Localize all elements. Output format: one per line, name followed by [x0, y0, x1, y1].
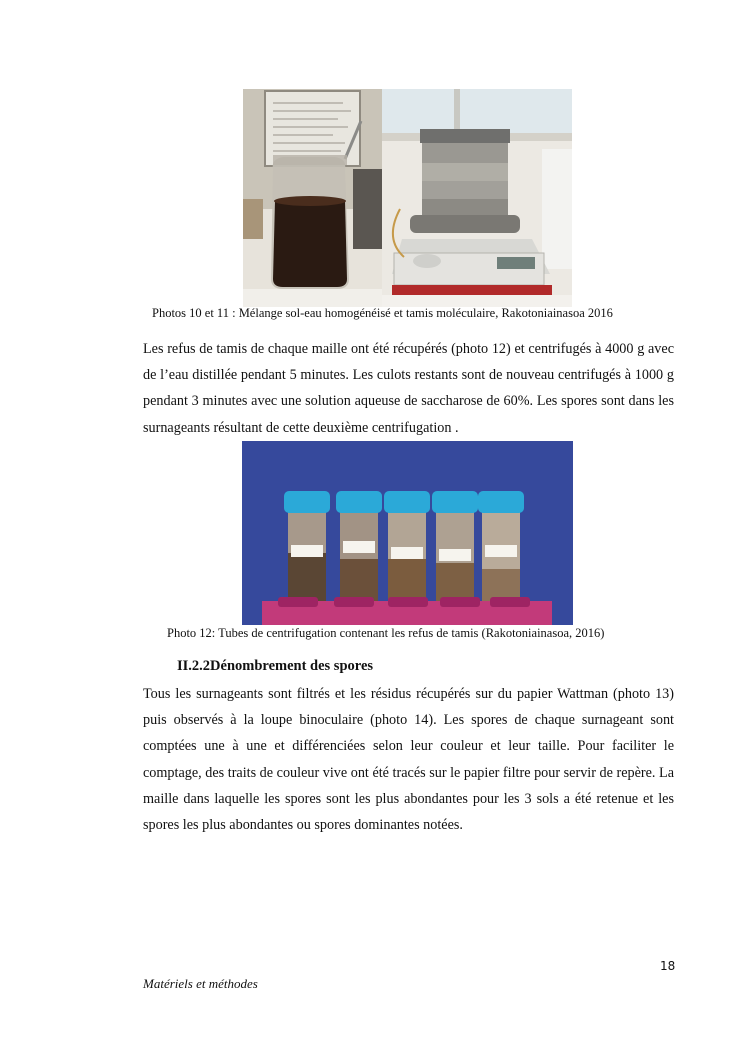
paragraph-centrifugation: Les refus de tamis de chaque maille ont été récupérés (photo 12) et centrifugés à 4000 g avec de l’eau distillée pendant 5 minutes. Les culots restants sont de nouveau centrifugés à 1000 g pendant 3 minutes avec une solution aqueuse de saccharose de 60%. Les spores sont dans les surnageants résultant de cette deuxième centrifugation . [143, 341, 674, 436]
photo-11-sieve [382, 89, 572, 307]
section-heading: II.2.2Dénombrement des spores [177, 658, 374, 674]
page-number: 18 [660, 959, 676, 973]
photo-12-tubes [242, 441, 573, 625]
paragraph-denombrement: Tous les surnageants sont filtrés et les résidus récupérés sur du papier Wattman (photo 13) puis observés à la loupe binoculaire (photo 14). Les spores de chaque surnageant sont comptées une à une et différenciées selon leur couleur et leur taille. Pour faciliter le comptage, des traits de couleur vive ont été tracés sur le papier filtre pour servir de repère. La maille dans laquelle les spores sont les plus abondantes pour les 3 sols a été retenue et les spores les plus abondantes ou spores dominantes notées. [143, 686, 674, 834]
photo-10-jar [243, 89, 382, 307]
photo-caption-12: Photo 12: Tubes de centrifugation contenant les refus de tamis (Rakotoniainasoa, 2016) [167, 626, 605, 640]
photo-caption-10-11: Photos 10 et 11 : Mélange sol-eau homogénéisé et tamis moléculaire, Rakotoniainasoa 2016 [152, 306, 613, 320]
page-footer: Matériels et méthodes [143, 976, 258, 991]
